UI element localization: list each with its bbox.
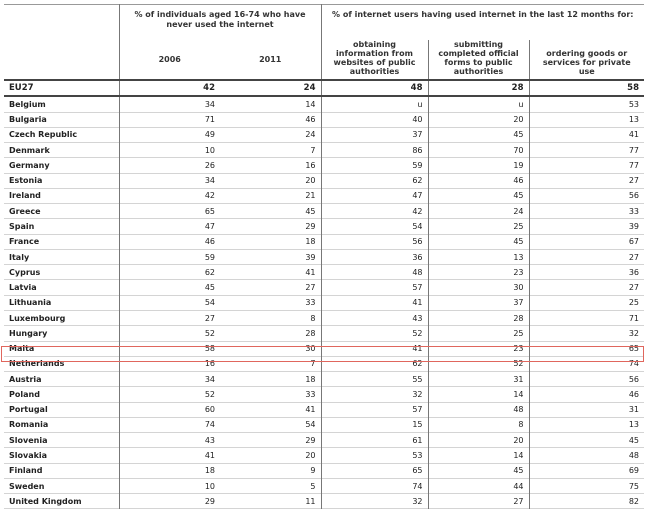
table-row: [4, 494, 644, 509]
table-row: [4, 387, 644, 402]
cell-value: 74: [628, 359, 640, 369]
cell-value: 32: [321, 387, 428, 402]
cell-value: 13: [628, 115, 640, 125]
cell-value: 42: [204, 191, 215, 201]
cell-value: 32: [628, 328, 640, 338]
country-name: Slovakia: [4, 448, 119, 463]
cell-value: 10: [204, 481, 215, 491]
cell-value: 14: [220, 96, 321, 112]
cell-value: 48: [321, 265, 428, 280]
table-row: [4, 127, 644, 142]
cell-value: 31: [428, 372, 529, 387]
cell-value: 54: [321, 219, 428, 234]
country-name: Denmark: [4, 143, 119, 158]
cell-value: 13: [428, 249, 529, 264]
cell-value: 33: [628, 206, 640, 216]
country-name: Cyprus: [4, 265, 119, 280]
cell-value: 58: [204, 344, 215, 354]
cell-value: 52: [428, 356, 529, 371]
cell-value: 54: [204, 298, 215, 308]
cell-value: 55: [321, 372, 428, 387]
table-row: [4, 402, 644, 417]
cell-value: 41: [204, 451, 215, 460]
table-row: [4, 448, 644, 463]
cell-value: 7: [220, 356, 321, 371]
header-ordering-goods: ordering goods or services for private use: [542, 49, 631, 76]
cell-value: 71: [204, 115, 215, 125]
table-row: [4, 326, 644, 341]
cell-value: 41: [220, 265, 321, 280]
cell-value: 48: [428, 402, 529, 417]
cell-value: 15: [321, 417, 428, 432]
cell-value: 36: [321, 249, 428, 264]
country-name: Latvia: [4, 280, 119, 295]
cell-value: 45: [428, 188, 529, 203]
table-row: [4, 188, 644, 203]
cell-value: 46: [428, 173, 529, 188]
cell-value: 43: [321, 310, 428, 325]
cell-value: 28: [428, 310, 529, 325]
cell-value: 34: [204, 176, 215, 186]
cell-value: 42: [203, 83, 215, 94]
country-name: Sweden: [4, 478, 119, 493]
cell-value: 16: [204, 359, 215, 369]
cell-value: 18: [220, 372, 321, 387]
table-row: [4, 265, 644, 280]
header-corner: [4, 5, 119, 81]
cell-value: 33: [220, 295, 321, 310]
header-submitting-forms: submitting completed official forms to public authorities: [428, 40, 529, 80]
country-name: Slovenia: [4, 433, 119, 448]
cell-value: 19: [428, 158, 529, 173]
cell-value: 65: [628, 344, 640, 354]
cell-value: 27: [628, 176, 640, 186]
cell-value: 45: [428, 127, 529, 142]
cell-value: 47: [204, 222, 215, 232]
cell-value: 8: [220, 310, 321, 325]
table-row: [4, 341, 644, 356]
cell-value: 67: [628, 237, 640, 247]
cell-value: 26: [204, 160, 215, 170]
cell-value: 54: [220, 417, 321, 432]
table-row: [4, 295, 644, 310]
cell-value: 27: [220, 280, 321, 295]
cell-value: 27: [204, 313, 215, 323]
cell-value: 61: [321, 433, 428, 448]
country-name: Spain: [4, 219, 119, 234]
cell-value: 56: [628, 374, 640, 384]
cell-value: 46: [628, 389, 640, 399]
cell-value: 77: [628, 160, 640, 170]
country-name: Estonia: [4, 173, 119, 188]
cell-value: 74: [204, 420, 215, 430]
cell-value: 59: [321, 158, 428, 173]
cell-value: 47: [321, 188, 428, 203]
cell-value: 41: [321, 295, 428, 310]
cell-value: 86: [321, 143, 428, 158]
country-name: France: [4, 234, 119, 249]
cell-value: 23: [428, 265, 529, 280]
cell-value: 57: [321, 402, 428, 417]
cell-value: 40: [321, 112, 428, 127]
cell-value: 13: [628, 420, 640, 430]
country-name: Hungary: [4, 326, 119, 341]
table-row: [4, 356, 644, 371]
country-name: Portugal: [4, 402, 119, 417]
cell-value: 45: [428, 463, 529, 478]
cell-value: 39: [220, 249, 321, 264]
cell-value: 71: [628, 313, 640, 323]
statistics-table: [4, 4, 644, 509]
cell-value: 27: [628, 283, 640, 293]
cell-value: 52: [204, 328, 215, 338]
cell-value: 36: [628, 267, 640, 277]
table-row: [4, 417, 644, 432]
cell-value: 52: [204, 389, 215, 399]
table-row: [4, 463, 644, 478]
country-name: United Kingdom: [4, 494, 119, 509]
table-row: [4, 112, 644, 127]
cell-value: 7: [220, 143, 321, 158]
cell-value: 29: [220, 433, 321, 448]
cell-value: 53: [321, 448, 428, 463]
cell-value: 29: [220, 219, 321, 234]
cell-value: 37: [321, 127, 428, 142]
country-name: Ireland: [4, 188, 119, 203]
cell-value: 53: [628, 99, 640, 109]
table-row: [4, 234, 644, 249]
table-row: [4, 219, 644, 234]
table-row: [4, 249, 644, 264]
cell-value: 46: [220, 112, 321, 127]
cell-value: 82: [628, 496, 640, 506]
cell-value: 25: [428, 326, 529, 341]
country-name: Germany: [4, 158, 119, 173]
cell-value: 45: [220, 204, 321, 219]
cell-value: 42: [321, 204, 428, 219]
country-name: Romania: [4, 417, 119, 432]
cell-value: 30: [220, 341, 321, 356]
cell-value: 41: [220, 402, 321, 417]
country-name: Malta: [4, 341, 119, 356]
country-name: Austria: [4, 372, 119, 387]
country-name: EU27: [4, 80, 119, 96]
table-row: [4, 310, 644, 325]
table-row: [4, 478, 644, 493]
cell-value: 56: [628, 191, 640, 201]
cell-value: 45: [204, 283, 215, 293]
cell-value: 74: [321, 478, 428, 493]
table-row: [4, 80, 644, 96]
country-name: Czech Republic: [4, 127, 119, 142]
cell-value: 28: [220, 326, 321, 341]
cell-value: 25: [628, 298, 640, 308]
cell-value: 27: [428, 494, 529, 509]
cell-value: 62: [204, 267, 215, 277]
cell-value: 24: [220, 80, 321, 96]
country-name: Luxembourg: [4, 310, 119, 325]
cell-value: 65: [204, 206, 215, 216]
table-row: [4, 372, 644, 387]
cell-value: 37: [428, 295, 529, 310]
cell-value: 21: [220, 188, 321, 203]
cell-value: 44: [428, 478, 529, 493]
cell-value: 20: [220, 448, 321, 463]
cell-value: 25: [428, 219, 529, 234]
header-obtaining-info: obtaining information from websites of public authorities: [321, 40, 428, 80]
cell-value: 16: [220, 158, 321, 173]
cell-value: 75: [628, 481, 640, 491]
header-group-never-used: % of individuals aged 16-74 who have never used the internet: [119, 5, 321, 41]
header-year-2006: 2006: [158, 55, 181, 64]
cell-value: 9: [220, 463, 321, 478]
cell-value: 41: [321, 341, 428, 356]
header-group-internet-use: % of internet users having used internet in the last 12 months for:: [332, 10, 634, 19]
cell-value: 48: [628, 451, 640, 460]
cell-value: 59: [204, 252, 215, 262]
table-row: [4, 158, 644, 173]
cell-value: 10: [204, 145, 215, 155]
country-name: Netherlands: [4, 356, 119, 371]
cell-value: 11: [220, 494, 321, 509]
cell-value: u: [321, 96, 428, 112]
cell-value: 45: [428, 234, 529, 249]
country-name: Bulgaria: [4, 112, 119, 127]
cell-value: u: [428, 96, 529, 112]
cell-value: 20: [428, 112, 529, 127]
cell-value: 70: [428, 143, 529, 158]
cell-value: 27: [628, 252, 640, 262]
cell-value: 32: [321, 494, 428, 509]
cell-value: 34: [204, 374, 215, 384]
header-year-2011: 2011: [220, 40, 321, 80]
cell-value: 69: [628, 466, 640, 476]
cell-value: 20: [428, 433, 529, 448]
table-row: [4, 204, 644, 219]
country-name: Italy: [4, 249, 119, 264]
table-row: [4, 280, 644, 295]
cell-value: 58: [627, 83, 640, 94]
cell-value: 57: [321, 280, 428, 295]
cell-value: 65: [321, 463, 428, 478]
cell-value: 28: [428, 80, 529, 96]
country-name: Poland: [4, 387, 119, 402]
table-body: [4, 80, 644, 509]
country-name: Lithuania: [4, 295, 119, 310]
cell-value: 77: [628, 145, 640, 155]
cell-value: 20: [220, 173, 321, 188]
cell-value: 29: [204, 496, 215, 506]
cell-value: 34: [204, 99, 215, 109]
cell-value: 23: [428, 341, 529, 356]
table-row: [4, 433, 644, 448]
header-row-groups: [4, 5, 644, 41]
cell-value: 5: [220, 478, 321, 493]
cell-value: 14: [428, 387, 529, 402]
cell-value: 18: [204, 466, 215, 476]
cell-value: 56: [321, 234, 428, 249]
table-row: [4, 143, 644, 158]
country-name: Greece: [4, 204, 119, 219]
cell-value: 18: [220, 234, 321, 249]
cell-value: 46: [204, 237, 215, 247]
cell-value: 41: [628, 130, 640, 140]
cell-value: 45: [628, 435, 640, 445]
cell-value: 14: [428, 448, 529, 463]
cell-value: 62: [321, 173, 428, 188]
cell-value: 52: [321, 326, 428, 341]
table-row: [4, 173, 644, 188]
cell-value: 60: [204, 405, 215, 415]
cell-value: 8: [428, 417, 529, 432]
cell-value: 48: [321, 80, 428, 96]
cell-value: 33: [220, 387, 321, 402]
cell-value: 49: [204, 130, 215, 140]
cell-value: 31: [628, 405, 640, 415]
cell-value: 24: [428, 204, 529, 219]
cell-value: 24: [220, 127, 321, 142]
country-name: Finland: [4, 463, 119, 478]
cell-value: 43: [204, 435, 215, 445]
country-name: Belgium: [4, 96, 119, 112]
cell-value: 39: [628, 222, 640, 232]
table-row: [4, 96, 644, 112]
cell-value: 62: [321, 356, 428, 371]
cell-value: 30: [428, 280, 529, 295]
